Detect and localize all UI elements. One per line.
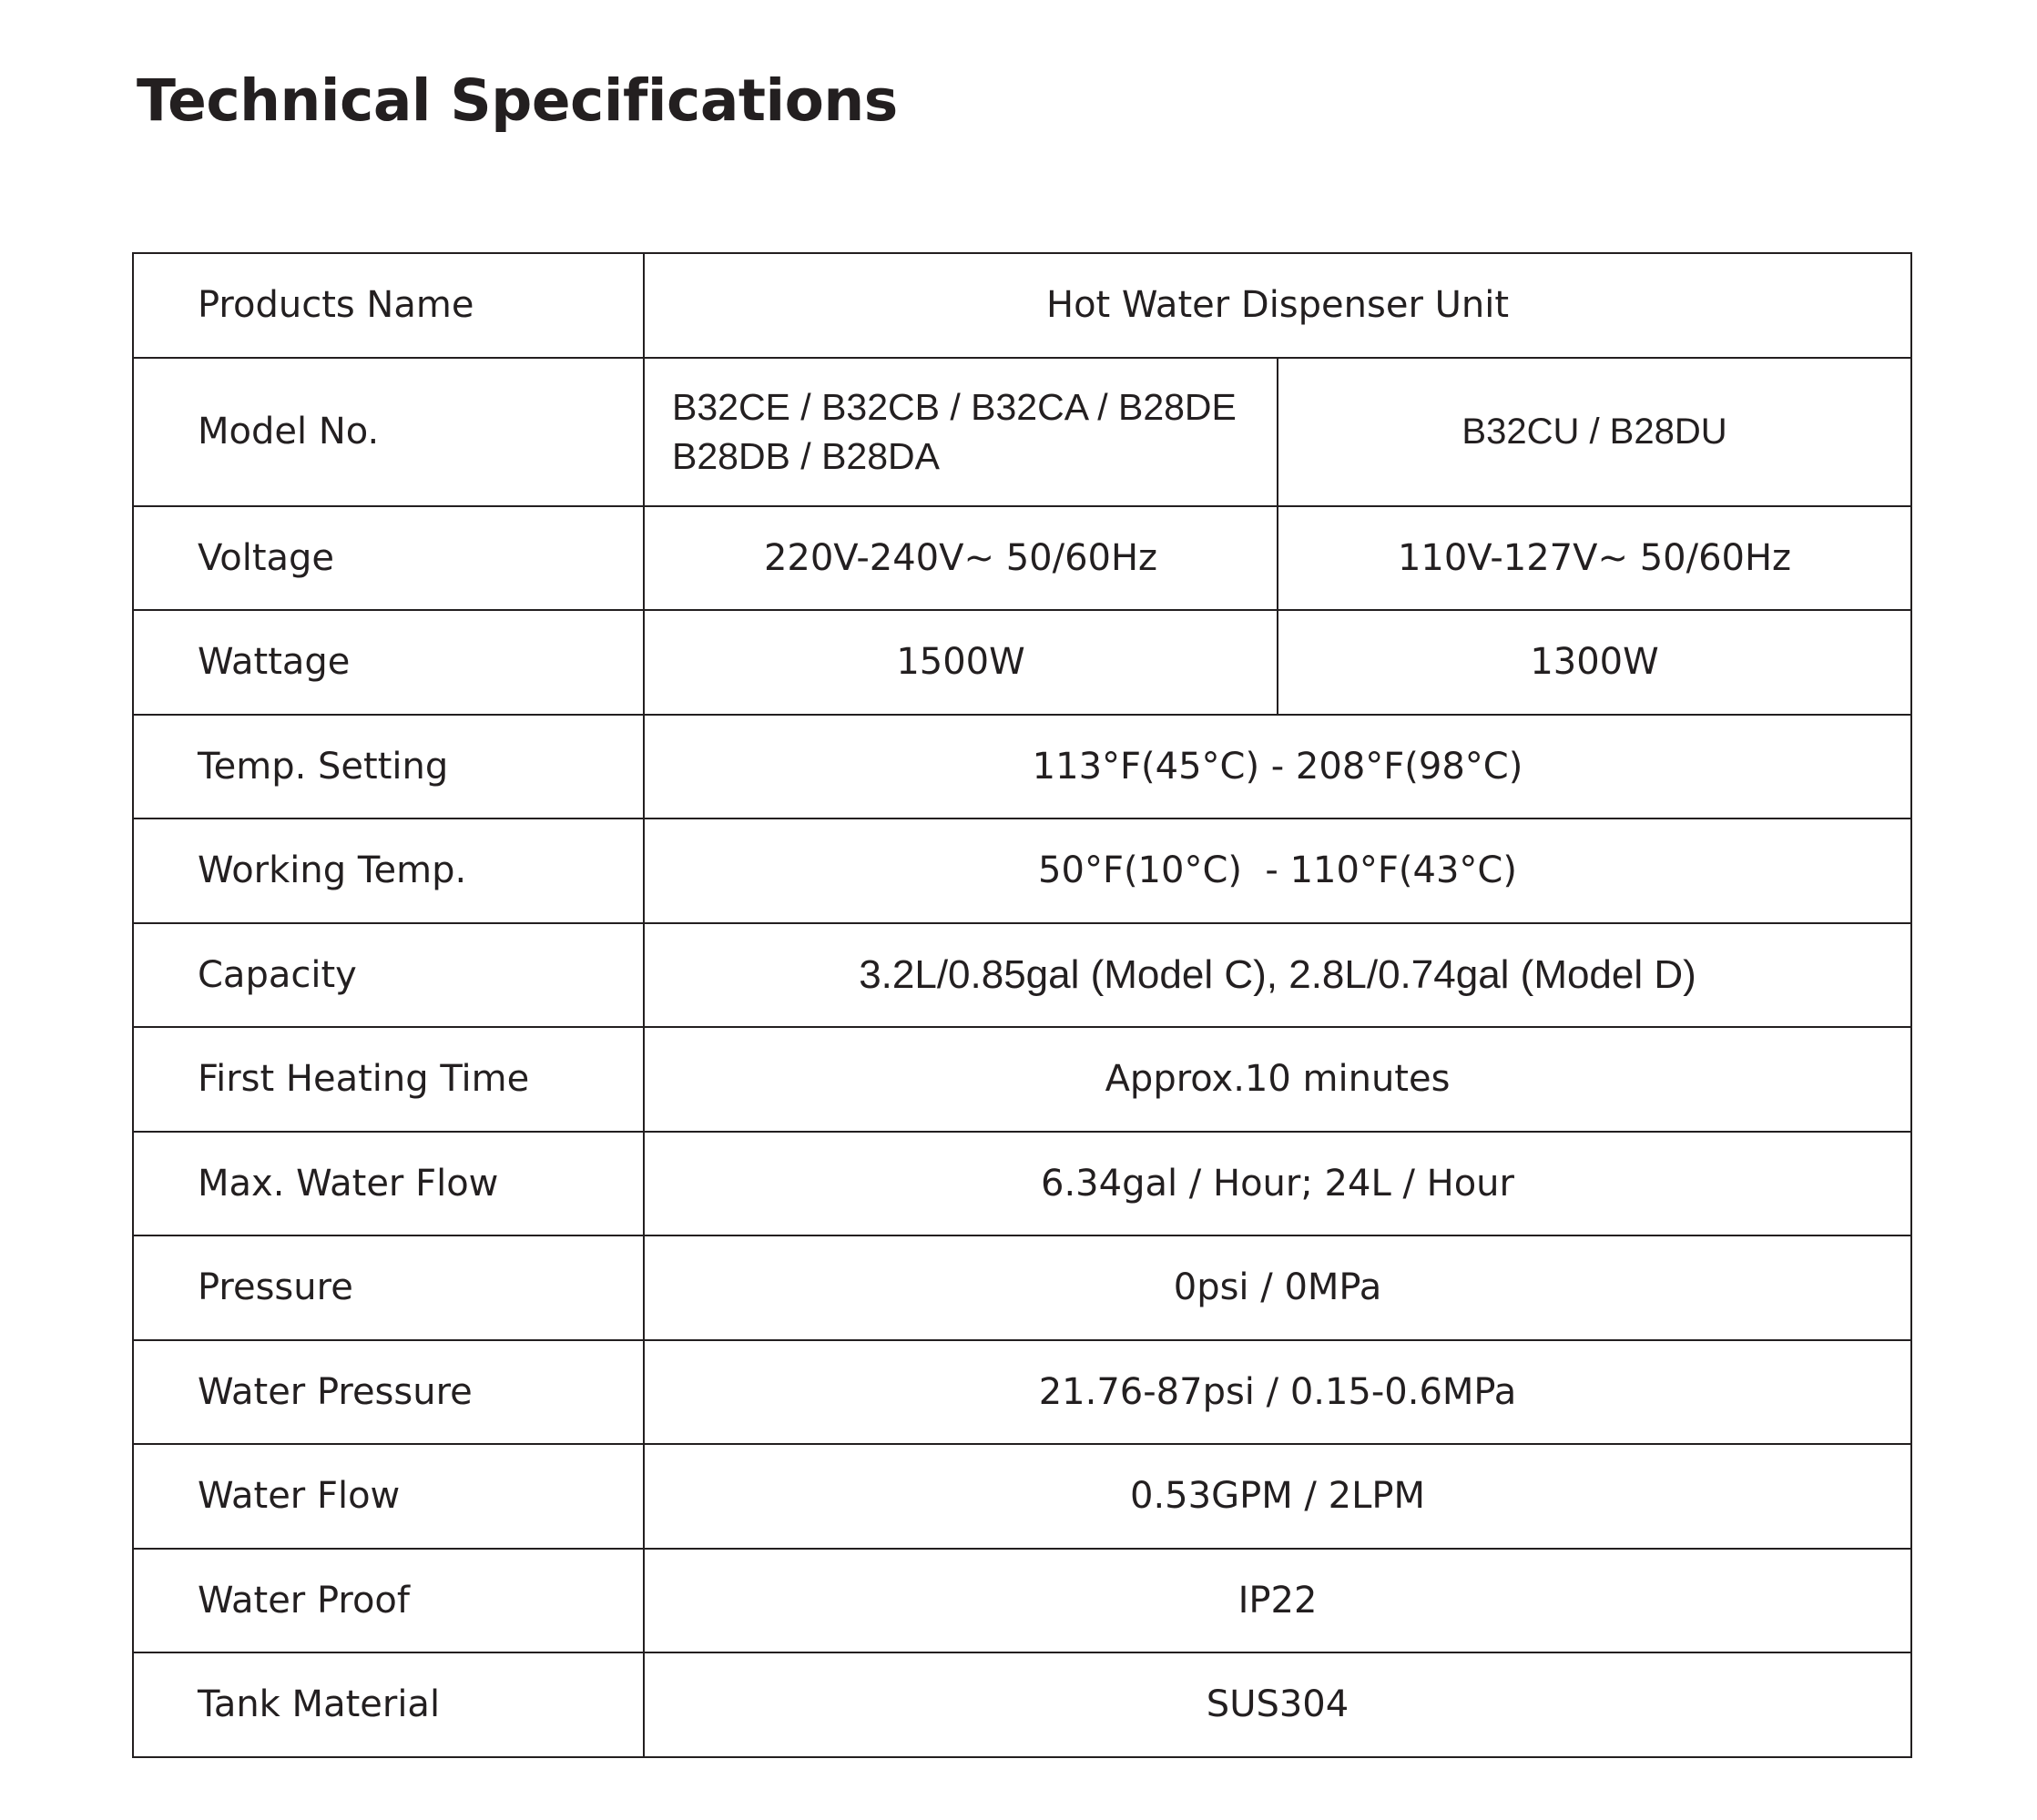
- row-value: 113°F(45°C) - 208°F(98°C): [644, 715, 1911, 819]
- row-label: Tank Material: [133, 1652, 644, 1757]
- row-label: Voltage: [133, 506, 644, 611]
- model-list-cell: [644, 358, 1278, 506]
- row-value: SUS304: [644, 1652, 1911, 1757]
- model-list-line: B28DB / B28DA: [672, 435, 940, 477]
- row-value: 0.53GPM / 2LPM: [644, 1444, 1911, 1549]
- specifications-table: [132, 252, 1912, 1758]
- row-label: Water Flow: [133, 1444, 644, 1549]
- table-row-first-heating-time: [133, 1027, 1911, 1132]
- row-value: IP22: [644, 1549, 1911, 1653]
- table-row-wattage: [133, 610, 1911, 715]
- row-value: 0psi / 0MPa: [644, 1235, 1911, 1340]
- row-label: Max. Water Flow: [133, 1132, 644, 1236]
- row-label: Products Name: [133, 253, 644, 358]
- row-value-left: 220V-240V~ 50/60Hz: [644, 506, 1278, 611]
- model-list-cell: B32CU / B28DU: [1278, 358, 1911, 506]
- row-label: Capacity: [133, 923, 644, 1028]
- table-row-working-temp: [133, 818, 1911, 923]
- table-row-max-water-flow: [133, 1132, 1911, 1236]
- row-label: Temp. Setting: [133, 715, 644, 819]
- table-row-tank-material: [133, 1652, 1911, 1757]
- model-list-line: B32CE / B32CB / B32CA / B28DE: [672, 386, 1237, 428]
- table-row-model-no: [133, 358, 1911, 506]
- row-label: Pressure: [133, 1235, 644, 1340]
- row-value-right: 110V-127V~ 50/60Hz: [1278, 506, 1911, 611]
- table-row-temp-setting: [133, 715, 1911, 819]
- row-value-right: 1300W: [1278, 610, 1911, 715]
- table-row-water-pressure: [133, 1340, 1911, 1445]
- row-label: Model No.: [133, 358, 644, 506]
- table-row-capacity: [133, 923, 1911, 1028]
- row-label: Water Proof: [133, 1549, 644, 1653]
- table-row-products-name: [133, 253, 1911, 358]
- row-label: Wattage: [133, 610, 644, 715]
- row-value: 21.76-87psi / 0.15-0.6MPa: [644, 1340, 1911, 1445]
- table-row-voltage: [133, 506, 1911, 611]
- row-value: 6.34gal / Hour; 24L / Hour: [644, 1132, 1911, 1236]
- row-value: Hot Water Dispenser Unit: [644, 253, 1911, 358]
- row-label: Working Temp.: [133, 818, 644, 923]
- table-row-water-flow: [133, 1444, 1911, 1549]
- table-row-water-proof: [133, 1549, 1911, 1653]
- row-value-left: 1500W: [644, 610, 1278, 715]
- row-value: 50°F(10°C) - 110°F(43°C): [644, 818, 1911, 923]
- table-row-pressure: [133, 1235, 1911, 1340]
- row-value: Approx.10 minutes: [644, 1027, 1911, 1132]
- row-label: Water Pressure: [133, 1340, 644, 1445]
- row-value: 3.2L/0.85gal (Model C), 2.8L/0.74gal (Model D): [644, 923, 1911, 1028]
- row-label: First Heating Time: [133, 1027, 644, 1132]
- page-title: Technical Specifications: [137, 67, 898, 134]
